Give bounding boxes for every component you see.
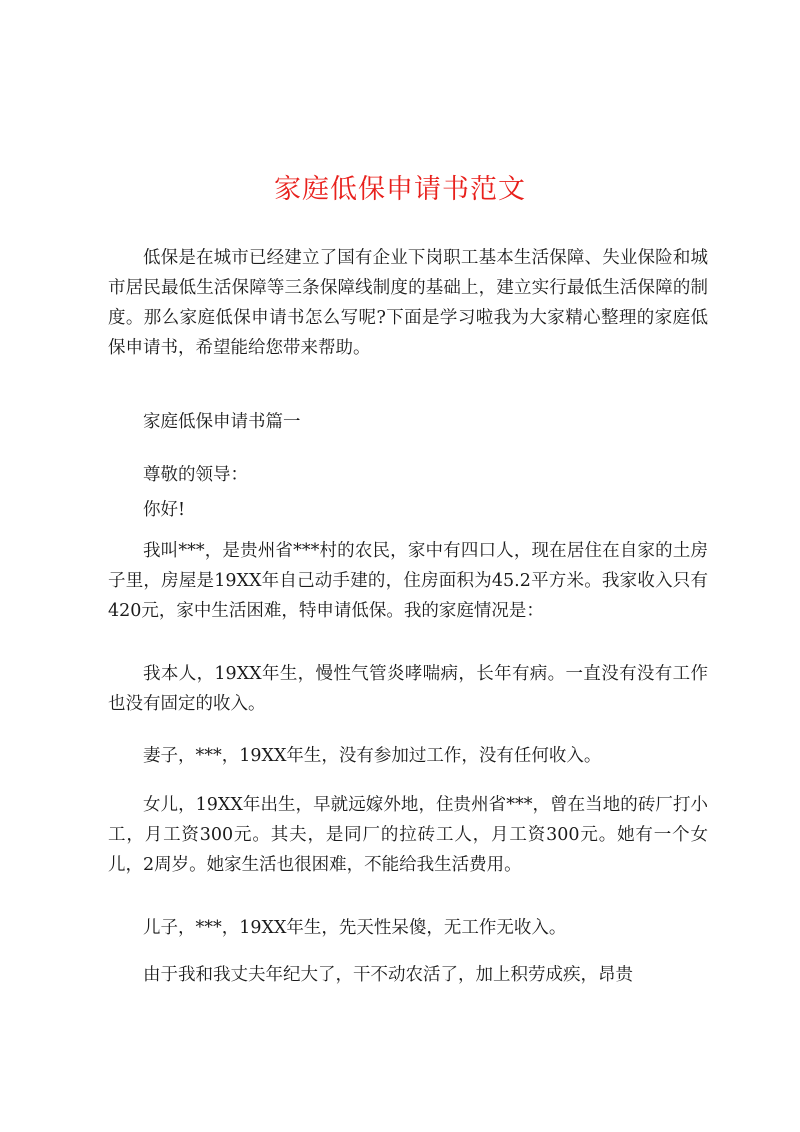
intro-paragraph: 低保是在城市已经建立了国有企业下岗职工基本生活保障、失业保险和城市居民最低生活保障等三条保障线制度的基础上，建立实行最低生活保障的制度。那么家庭低保申请书怎么写呢?下面是学习啦我为大家精心整理的家庭低保申请书，希望能给您带来帮助。 xyxy=(108,248,708,358)
salutation: 尊敬的领导： xyxy=(143,465,248,485)
body-paragraph-wife: 妻子，***，19XX年生，没有参加过工作，没有任何收入。 xyxy=(143,746,602,766)
body-paragraph-self-intro: 我叫***，是贵州省***村的农民，家中有四口人，现在居住在自家的土房子里，房屋是19XX年自己动手建的，住房面积为45.2平方米。我家收入只有420元，家中生活困难，特申请低保。我的家庭情况是： xyxy=(108,541,708,621)
body-paragraph-reason: 由于我和我丈夫年纪大了，干不动农活了，加上积劳成疾，昂贵 xyxy=(143,965,633,985)
document-title: 家庭低保申请书范文 xyxy=(274,174,526,205)
body-paragraph-self: 我本人，19XX年生，慢性气管炎哮喘病，长年有病。一直没有没有工作也没有固定的收入。 xyxy=(108,664,708,714)
section-heading: 家庭低保申请书篇一 xyxy=(143,412,301,432)
body-paragraph-daughter: 女儿，19XX年出生，早就远嫁外地，住贵州省***，曾在当地的砖厂打小工，月工资300元。其夫，是同厂的拉砖工人，月工资300元。她有一个女儿，2周岁。她家生活也很困难，不能给我生活费用。 xyxy=(108,795,708,875)
greeting: 你好! xyxy=(143,500,186,520)
body-paragraph-son: 儿子，***，19XX年生，先天性呆傻，无工作无收入。 xyxy=(143,918,567,938)
